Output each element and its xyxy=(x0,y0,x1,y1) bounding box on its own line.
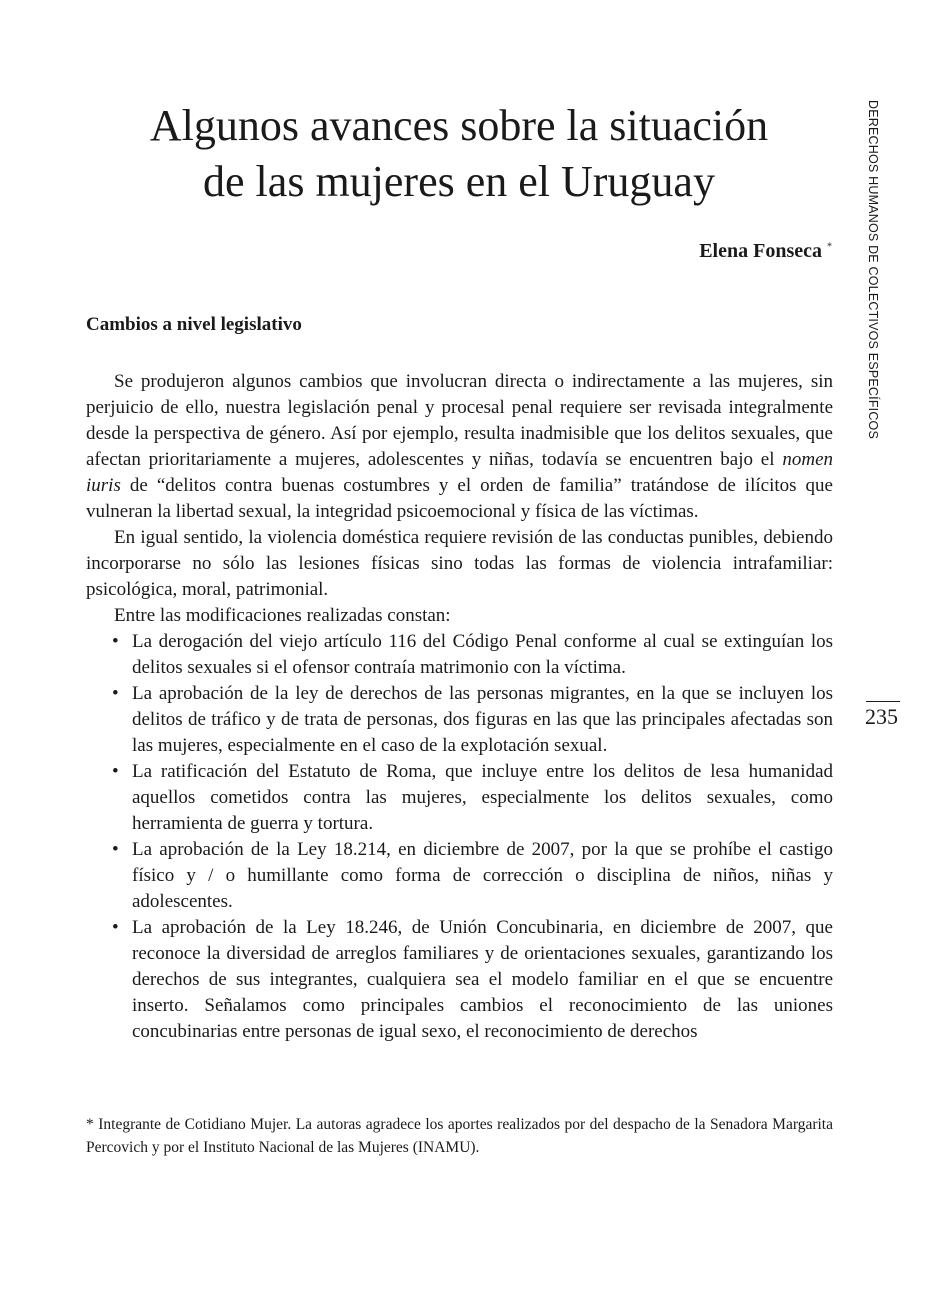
title-line-2: de las mujeres en el Uruguay xyxy=(203,157,715,206)
paragraph-3: Entre las modificaciones realizadas constan: xyxy=(114,605,451,626)
author-footnote-marker: * xyxy=(827,241,832,253)
section-heading: Cambios a nivel legislativo xyxy=(86,314,302,335)
bullet-icon: • xyxy=(112,631,119,652)
page-number-rule xyxy=(866,701,900,702)
list-item xyxy=(86,915,833,1045)
footnote: * Integrante de Cotidiano Mujer. La autoras agradece los aportes realizados por del despacho de la Senadora Margarita Percovich y por el Instituto Nacional de las Mujeres (INAMU). xyxy=(86,1116,833,1156)
list-item xyxy=(86,837,833,915)
list-item-text: La ratificación del Estatuto de Roma, que incluye entre los delitos de lesa humanidad aquellos cometidos contra las mujeres, especialmente los delitos sexuales, como herramienta de guerra y tortura. xyxy=(132,761,833,834)
bullet-icon: • xyxy=(112,917,119,938)
paragraph-1 xyxy=(86,369,833,525)
list-item-text: La derogación del viejo artículo 116 del Código Penal conforme al cual se extinguían los delitos sexuales si el ofensor contraía matrimonio con la víctima. xyxy=(132,631,833,678)
article-title xyxy=(86,98,832,210)
list-item xyxy=(86,681,833,759)
paragraph-1-italic-term: nomen iuris xyxy=(86,449,833,496)
list-item xyxy=(86,759,833,837)
author-byline xyxy=(699,240,832,263)
list-item-text: La aprobación de la Ley 18.246, de Unión Concubinaria, en diciembre de 2007, que reconoce la diversidad de arreglos familiares y de orientaciones sexuales, garantizando los derechos de sus integrantes, cualquiera sea el modelo familiar en el que se encuentre inserto. Señalamos como principales cambios el reconocimiento de las uniones concubinarias entre personas de igual sexo, el reconocimiento de derechos xyxy=(132,917,833,1042)
title-line-1: Algunos avances sobre la situación xyxy=(149,101,769,150)
bullet-icon: • xyxy=(112,683,119,704)
page-number: 235 xyxy=(865,704,898,729)
bullet-icon: • xyxy=(112,761,119,782)
running-head: DERECHOS HUMANOS DE COLECTIVOS ESPECÍFICOS xyxy=(866,100,880,440)
list-item-text: La aprobación de la Ley 18.214, en diciembre de 2007, por la que se prohíbe el castigo físico y / o humillante como forma de corrección o disciplina de niños, niñas y adolescentes. xyxy=(132,839,833,912)
paragraph-1-text-a: Se produjeron algunos cambios que involucran directa o indirectamente a las mujeres, sin perjuicio de ello, nuestra legislación penal y procesal penal requiere ser revisada integralmente desde la perspectiva de género. Así por ejemplo, resulta inadmisible que los delitos sexuales, que afectan prioritariamente a mujeres, adolescentes y niñas, todavía se encuentren bajo el xyxy=(86,371,833,470)
modifications-list xyxy=(86,629,833,1045)
article-body xyxy=(86,369,833,1045)
paragraph-1-text-b: de “delitos contra buenas costumbres y el orden de familia” tratándose de ilícitos que vulneran la libertad sexual, la integridad psicoemocional y física de las víctimas. xyxy=(86,475,833,522)
author-name: Elena Fonseca xyxy=(699,240,827,262)
list-item xyxy=(86,629,833,681)
paragraph-2: En igual sentido, la violencia doméstica requiere revisión de las conductas punibles, debiendo incorporarse no sólo las lesiones físicas sino todas las formas de violencia intrafamiliar: psicológica, moral, patrimonial. xyxy=(86,527,833,600)
list-item-text: La aprobación de la ley de derechos de las personas migrantes, en la que se incluyen los delitos de tráfico y de trata de personas, dos figuras en las que las principales afectadas son las mujeres, especialmente en el caso de la explotación sexual. xyxy=(132,683,833,756)
bullet-icon: • xyxy=(112,839,119,860)
